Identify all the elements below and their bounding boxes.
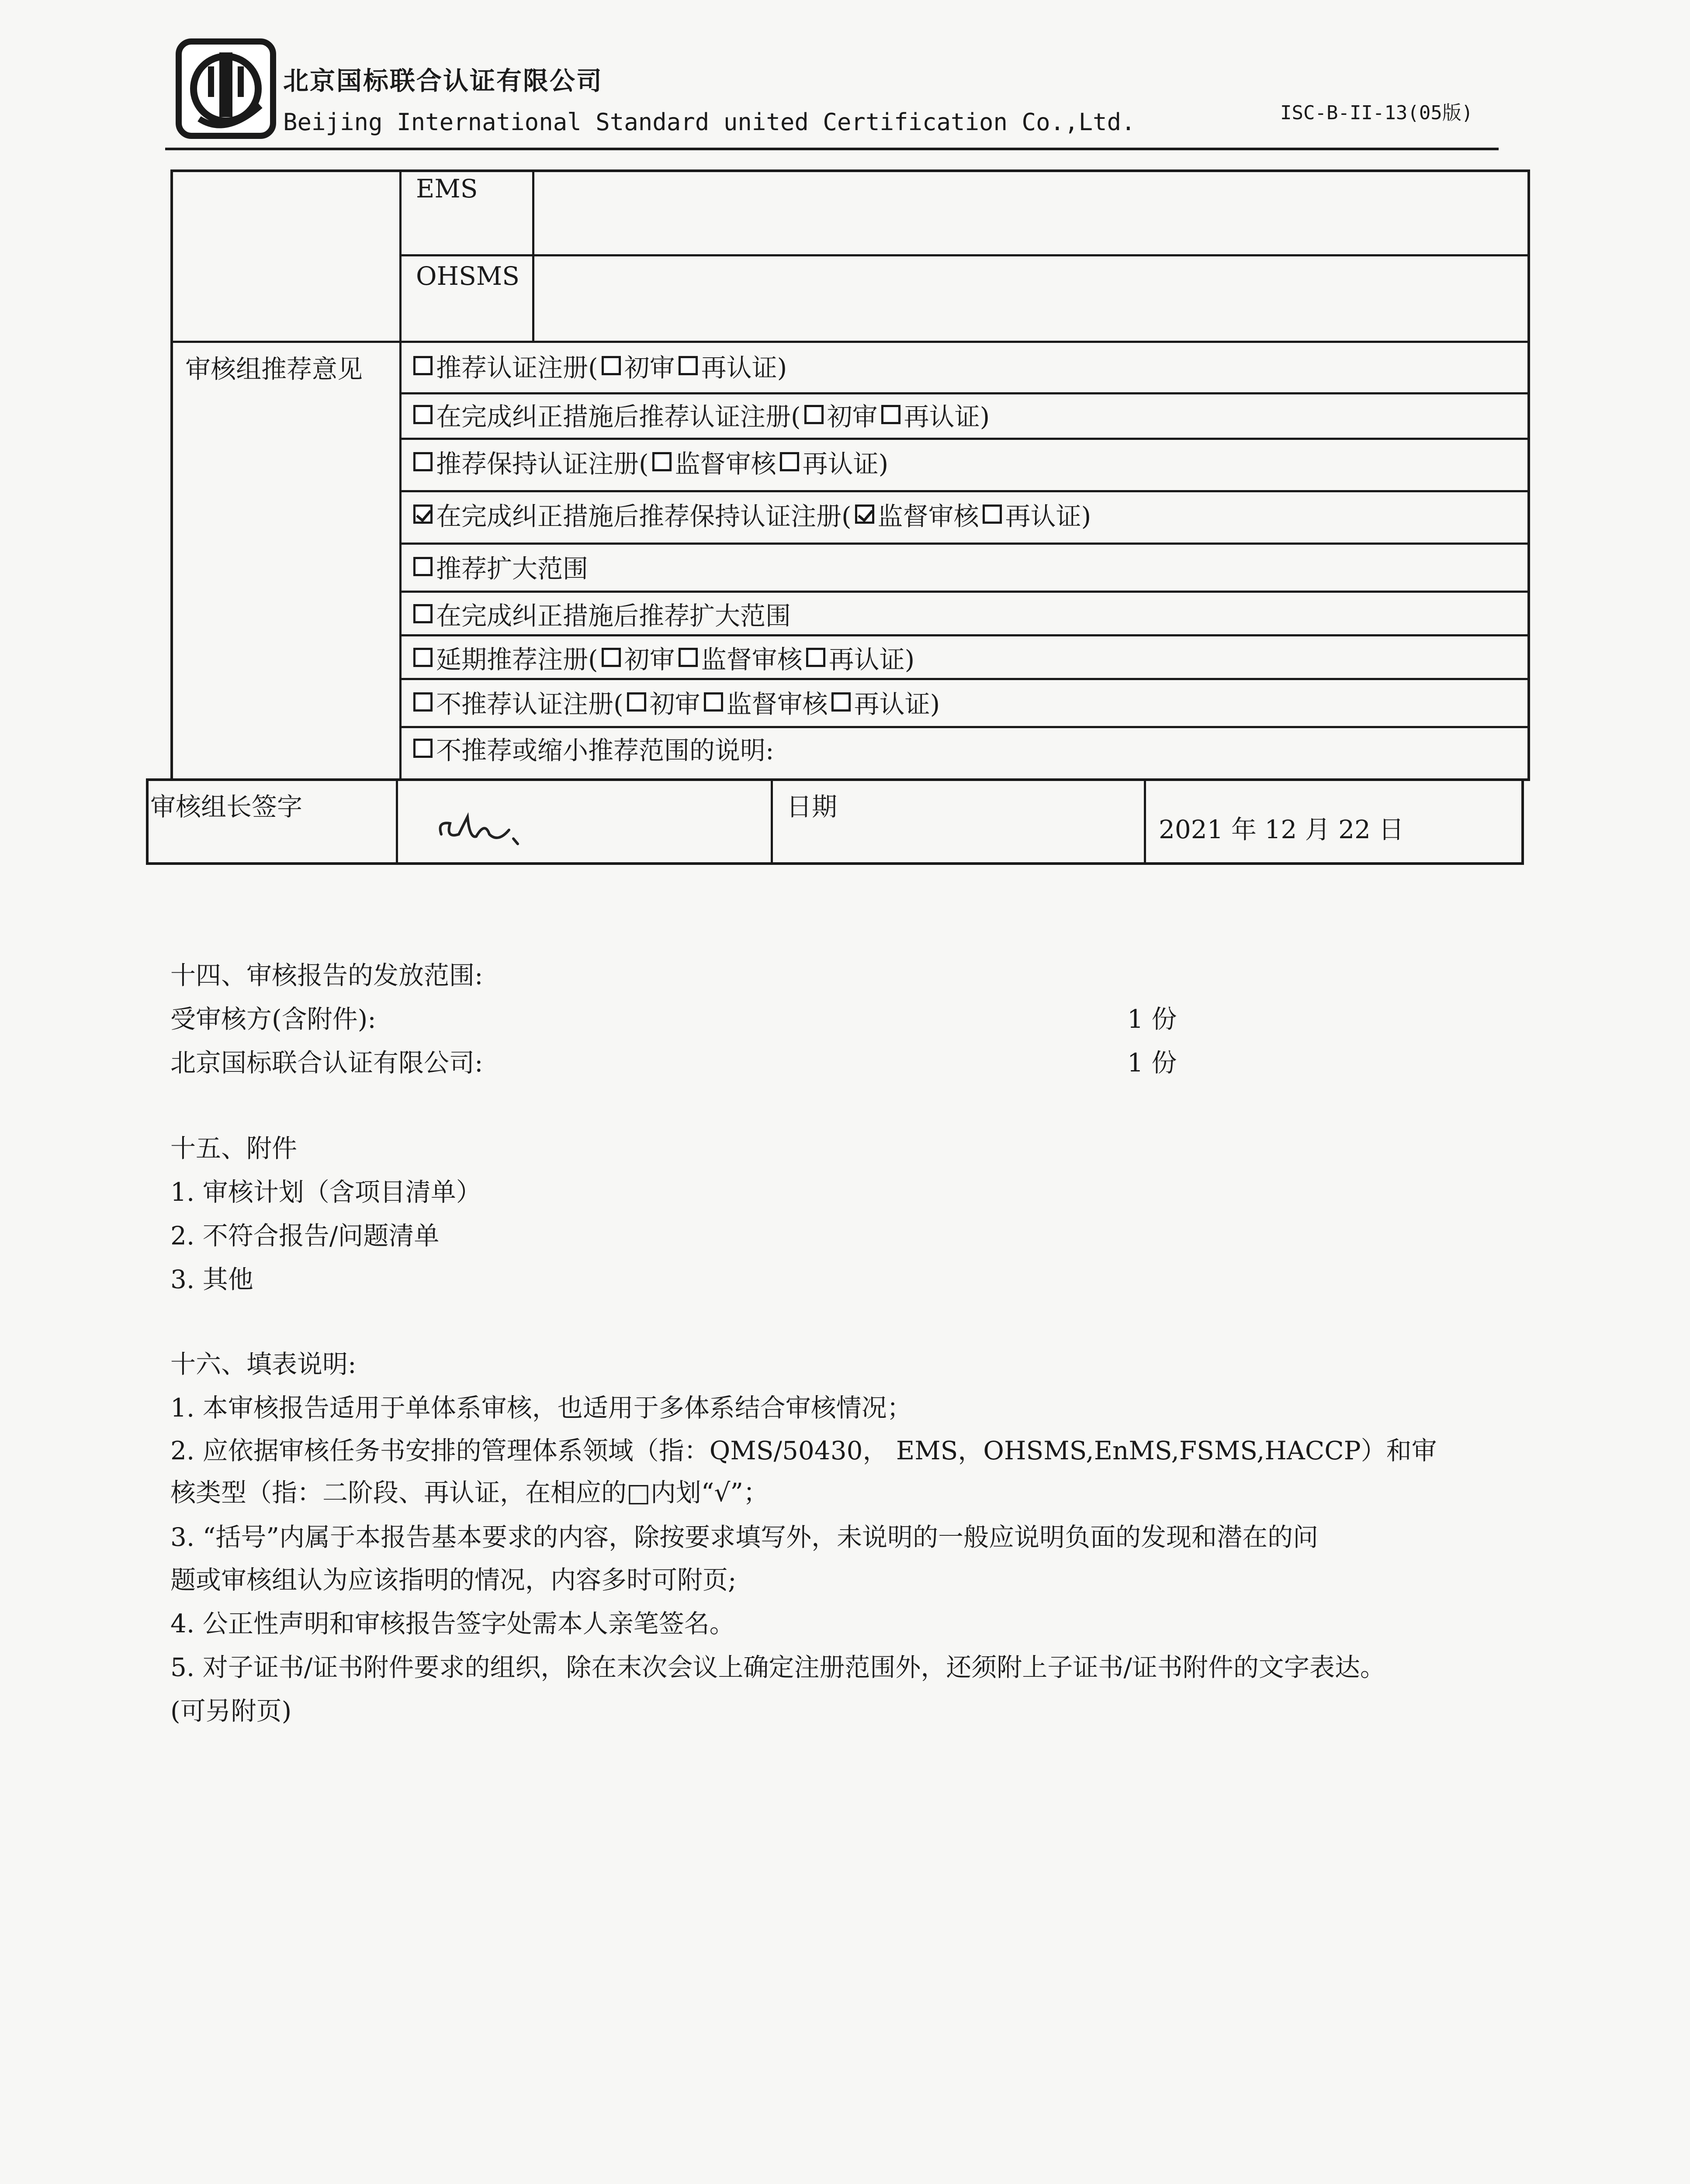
option-checkbox[interactable] [413,739,433,758]
table-hline [399,490,1530,492]
recommendation-option[interactable] [413,682,940,722]
instruction-line: 题或审核组认为应该指明的情况，内容多时可附页; [170,1565,737,1595]
recommendation-option[interactable] [413,547,588,586]
table-vline [1144,778,1146,865]
option-text: 延期推荐注册( [436,645,598,674]
option-text: 初审 [649,689,700,719]
recommendation-option[interactable] [413,346,787,385]
table-hline [399,438,1530,440]
option-text: 初审 [624,353,675,383]
option-text: 监督审核 [675,449,776,479]
recommendation-option[interactable] [413,729,774,768]
instruction-line: 核类型（指：二阶段、再认证，在相应的□内划“√”； [170,1478,769,1507]
attachment-item: 3. 其他 [170,1265,253,1294]
option-text: 再认证) [828,645,915,674]
section14-title: 十四、审核报告的发放范围: [170,961,483,990]
table-vline [771,778,773,865]
company-name-cn: 北京国标联合认证有限公司 [283,66,603,96]
company-logo [176,38,276,139]
table-hline [399,726,1530,728]
sub-option-checkbox[interactable] [831,692,851,712]
attachment-item: 1. 审核计划（含项目清单） [170,1177,481,1207]
option-text: 推荐保持认证注册( [436,449,649,479]
option-text: 推荐扩大范围 [436,554,589,584]
option-checkbox[interactable] [413,692,433,712]
table-hline [399,543,1530,545]
table-hline [399,254,1530,256]
recommendation-option[interactable] [413,395,990,434]
sub-option-checkbox[interactable] [780,452,799,471]
option-text: 初审 [624,645,675,674]
distribution-name: 北京国标联合认证有限公司: [170,1048,483,1078]
option-checkbox[interactable] [413,452,433,471]
recommendation-option[interactable] [413,638,914,677]
instruction-line: 5. 对子证书/证书附件要求的组织，除在末次会议上确定注册范围外，还须附上子证书/证书附件的文字表达。 [170,1652,1385,1682]
option-checkbox[interactable] [413,648,433,667]
instruction-line: 1. 本审核报告适用于单体系审核，也适用于多体系结合审核情况； [170,1393,912,1423]
sub-option-checkbox[interactable] [679,356,698,375]
option-checkbox[interactable] [413,557,433,576]
sub-option-checkbox[interactable] [855,505,874,524]
recommendation-label: 审核组推荐意见 [185,354,363,384]
recommendation-option[interactable] [413,442,888,481]
option-text: 监督审核 [877,501,979,531]
sub-option-checkbox[interactable] [704,692,723,712]
table-hline [399,678,1530,680]
option-checkbox[interactable] [413,505,433,524]
section15-title: 十五、附件 [170,1133,298,1163]
handwritten-signature [433,804,533,856]
sub-option-checkbox[interactable] [602,648,621,667]
table-hline [399,634,1530,636]
isc-logo-icon [182,45,270,133]
option-text: 再认证) [1005,501,1091,531]
option-checkbox[interactable] [413,356,433,375]
option-text: 推荐认证注册( [436,353,598,383]
header-divider [165,148,1499,150]
distribution-qty: 1 份 [1127,1048,1177,1078]
ohsms-label: OHSMS [416,261,519,291]
option-text: 监督审核 [726,689,828,719]
distribution-qty: 1 份 [1127,1004,1177,1034]
date-label: 日期 [786,792,838,822]
table-hline [399,392,1530,394]
option-text: 再认证) [854,689,940,719]
sub-option-checkbox[interactable] [983,505,1002,524]
option-text: 在完成纠正措施后推荐扩大范围 [436,601,791,631]
table-hline [399,591,1530,593]
option-text: 初审 [827,402,878,432]
sub-option-checkbox[interactable] [881,405,900,424]
table-vline [399,169,402,781]
instruction-line: 2. 应依据审核任务书安排的管理体系领域（指：QMS/50430， EMS，OHSMS,EnMS,FSMS,HACCP）和审 [170,1436,1437,1465]
sub-option-checkbox[interactable] [627,692,646,712]
option-text: 在完成纠正措施后推荐保持认证注册( [436,501,852,531]
sub-option-checkbox[interactable] [652,452,672,471]
ems-label: EMS [416,174,478,204]
option-text: 再认证) [904,402,990,432]
recommendation-option[interactable] [413,594,791,633]
distribution-name: 受审核方(含附件): [170,1004,376,1034]
option-text: 不推荐或缩小推荐范围的说明: [436,736,774,765]
leader-signature-label: 审核组长签字 [150,792,303,822]
recommendation-option[interactable] [413,494,1091,534]
instruction-line: 3. “括号”内属于本报告基本要求的内容，除按要求填写外，未说明的一般应说明负面的发现和潜在的问 [170,1522,1319,1552]
company-name-en: Beijing International Standard united Certification Co.,Ltd. [283,108,1136,136]
option-text: 不推荐认证注册( [436,689,623,719]
option-text: 再认证) [701,353,787,383]
table-hline [170,341,1530,343]
option-text: 在完成纠正措施后推荐认证注册( [436,402,801,432]
date-value: 2021 年 12 月 22 日 [1159,815,1404,844]
attachment-item: 2. 不符合报告/问题清单 [170,1221,440,1251]
document-code: ISC-B-II-13(05版) [1280,102,1473,124]
sub-option-checkbox[interactable] [679,648,698,667]
option-checkbox[interactable] [413,604,433,623]
section16-title: 十六、填表说明: [170,1349,357,1379]
sub-option-checkbox[interactable] [804,405,824,424]
option-checkbox[interactable] [413,405,433,424]
table-vline [396,778,398,865]
option-text: 再认证) [802,449,889,479]
sub-option-checkbox[interactable] [602,356,621,375]
sub-option-checkbox[interactable] [806,648,825,667]
option-text: 监督审核 [701,645,803,674]
instruction-line: 4. 公正性声明和审核报告签字处需本人亲笔签名。 [170,1609,735,1638]
instruction-line: (可另附页) [170,1696,292,1726]
